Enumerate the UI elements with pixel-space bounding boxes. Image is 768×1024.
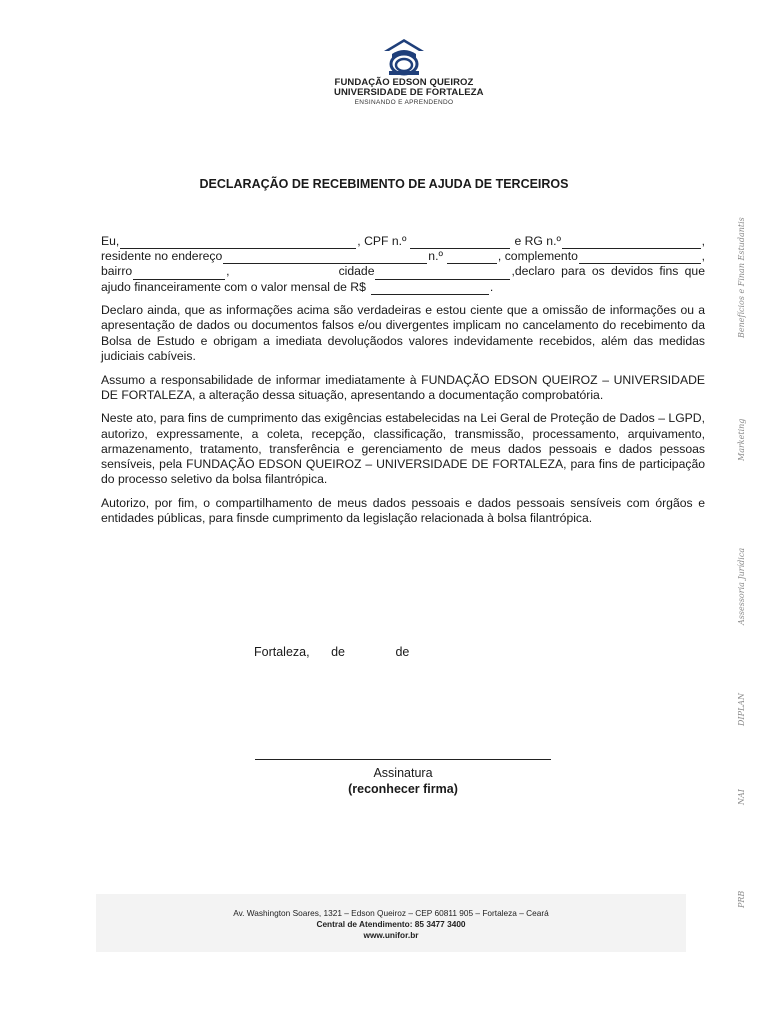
label-eu: Eu,: [101, 233, 120, 248]
rg-field[interactable]: [562, 236, 701, 249]
label-comma-3: ,: [226, 264, 230, 279]
cpf-field[interactable]: [410, 236, 510, 249]
side-label-marketing: Marketing: [737, 418, 746, 461]
neighborhood-field[interactable]: [133, 267, 225, 280]
place-date-line: [254, 645, 409, 659]
footer: [96, 894, 686, 952]
logo-university-name: UNIVERSIDADE DE FORTALEZA: [334, 87, 484, 98]
declaration-body: [101, 234, 705, 535]
side-label-nai: NAI: [737, 789, 746, 805]
logo-slogan: ENSINANDO E APRENDENDO: [354, 99, 454, 106]
signature-label: Assinatura: [373, 766, 433, 780]
amount-field[interactable]: [371, 282, 489, 295]
label-bairro: bairro: [101, 264, 133, 279]
signature-note: (reconhecer firma): [348, 782, 458, 796]
unifor-emblem-icon: [383, 38, 425, 78]
label-numero: n.º: [428, 249, 443, 264]
paragraph-lgpd: Neste ato, para fins de cumprimento das exigências estabelecidas na Lei Geral de Proteção de Dados – LGPD, autorizo, expressamente, a coleta, recepção, classificação, transmissão, processamento, arquivamento, armazenamento, tratamento, transferência e gerenciamento de meus dados pessoais e dados pessoas sensíveis, pela FUNDAÇÃO EDSON QUEIROZ – UNIVERSIDADE DE FORTALEZA, para fins de participação do processo seletivo da bolsa filantrópica.: [101, 411, 705, 487]
number-field[interactable]: [447, 251, 497, 264]
label-ajudo: ajudo financeiramente com o valor mensal de R$: [101, 279, 366, 294]
label-declaro: ,declaro para os devidos fins que: [511, 264, 705, 279]
complement-field[interactable]: [579, 251, 701, 264]
form-line-4: [101, 280, 705, 295]
name-field[interactable]: [120, 236, 356, 249]
form-line-1: [101, 234, 705, 249]
side-label-diplan: DIPLAN: [737, 692, 746, 726]
side-label-prb: PRB: [737, 890, 746, 908]
paragraph-autorizo: Autorizo, por fim, o compartilhamento de meus dados pessoais e dados pessoais sensíveis com órgãos e entidades públicas, para finsde cumprimento da legislação relacionada à bolsa filantrópica.: [101, 495, 705, 526]
city-field[interactable]: [375, 267, 510, 280]
footer-website: www.unifor.br: [363, 930, 419, 940]
form-line-2: [101, 249, 705, 264]
date-de-2: de: [395, 645, 410, 659]
label-residente: residente no endereço: [101, 249, 223, 264]
paragraph-declaro-ainda: Declaro ainda, que as informações acima são verdadeiras e estou ciente que a omissão de informações ou a apresentação de dados ou documentos falsos e/ou divergentes implicam no cancelamento do recebimento da Bolsa de Estudo e obrigam a imediata devoluçãodos valores indevidamente recebidos, além das medidas judiciais cabíveis.: [101, 303, 705, 363]
logo-foundation-name: FUNDAÇÃO EDSON QUEIROZ: [334, 77, 474, 88]
form-line-3: [101, 264, 705, 279]
place-city: Fortaleza,: [254, 645, 310, 659]
side-label-juridica: Assessoria Jurídica: [737, 547, 746, 625]
footer-phone: Central de Atendimento: 85 3477 3400: [316, 919, 466, 929]
label-period: .: [489, 279, 494, 294]
address-field[interactable]: [223, 251, 427, 264]
label-comma: ,: [701, 233, 705, 248]
footer-address: Av. Washington Soares, 1321 – Edson Queiroz – CEP 60811 905 – Fortaleza – Ceará: [233, 908, 549, 918]
label-rg: e RG n.º: [514, 233, 561, 248]
label-cidade: cidade: [338, 264, 375, 279]
paragraph-assumo: Assumo a responsabilidade de informar imediatamente à FUNDAÇÃO EDSON QUEIROZ – UNIVERSIDADE DE FORTALEZA, a alteração dessa situação, apresentando a documentação comprobatória.: [101, 372, 705, 402]
label-cpf: , CPF n.º: [357, 233, 407, 248]
date-de-1: de: [331, 645, 345, 659]
document-title: DECLARAÇÃO DE RECEBIMENTO DE AJUDA DE TERCEIROS: [199, 177, 569, 191]
side-label-beneficios: Benefícios e Finan Estudantis: [737, 217, 746, 338]
label-comma-2: ,: [701, 249, 705, 264]
label-complemento: , complemento: [497, 249, 578, 264]
signature-line[interactable]: [255, 759, 551, 760]
university-logo: [334, 38, 484, 107]
